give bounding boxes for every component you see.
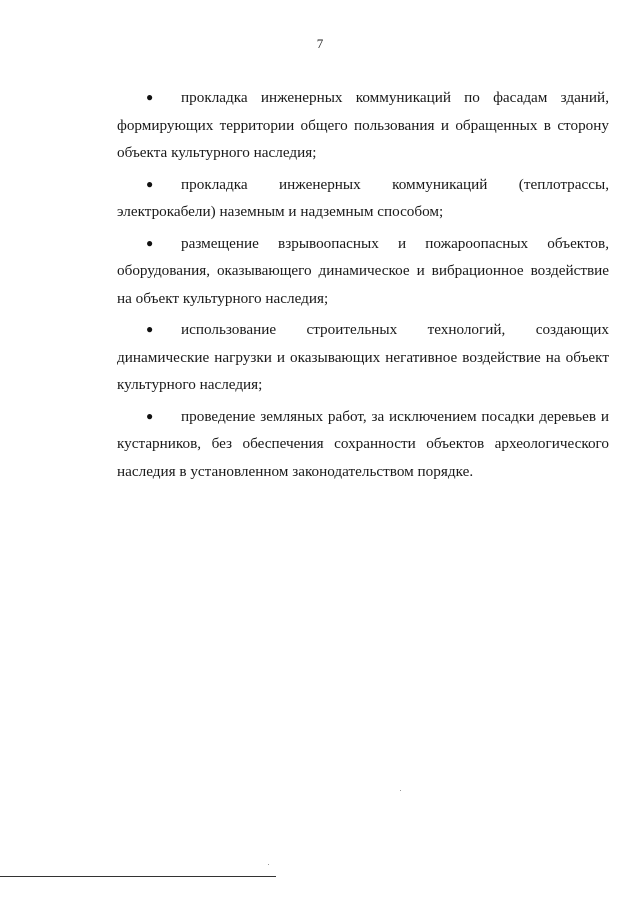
list-item-text: проведение земляных работ, за исключением посадки деревьев и кустарников, без обеспечения сохранности объектов археологического наследия в установленном законодательством порядке.	[117, 407, 609, 480]
bullet-icon: ●	[146, 176, 154, 191]
restrictions-list	[117, 84, 609, 489]
list-item	[117, 230, 609, 313]
list-item-text: прокладка инженерных коммуникаций по фасадам зданий, формирующих территории общего пользования и обращенных в сторону объекта культурного наследия;	[117, 89, 609, 161]
bullet-icon: ●	[146, 322, 154, 336]
list-item	[117, 403, 609, 486]
list-item-text: размещение взрывоопасных и пожароопасных объектов, оборудования, оказывающего динамическое и вибрационное воздействие на объект культурного наследия;	[117, 234, 609, 307]
list-item-text: прокладка инженерных коммуникаций (теплотрассы, электрокабели) наземным и надземным способом;	[117, 175, 609, 220]
bullet-icon: ●	[146, 90, 154, 104]
scan-speck	[400, 790, 401, 791]
bullet-icon: ●	[146, 235, 154, 250]
list-item	[117, 171, 609, 226]
bullet-icon: ●	[146, 408, 154, 423]
list-item	[117, 316, 609, 399]
scan-speck	[268, 864, 269, 865]
page-number: 7	[316, 36, 324, 51]
footer-rule	[0, 876, 276, 877]
list-item-text: использование строительных технологий, создающих динамические нагрузки и оказывающих негативное воздействие на объект культурного наследия;	[117, 321, 609, 393]
list-item	[117, 84, 609, 167]
